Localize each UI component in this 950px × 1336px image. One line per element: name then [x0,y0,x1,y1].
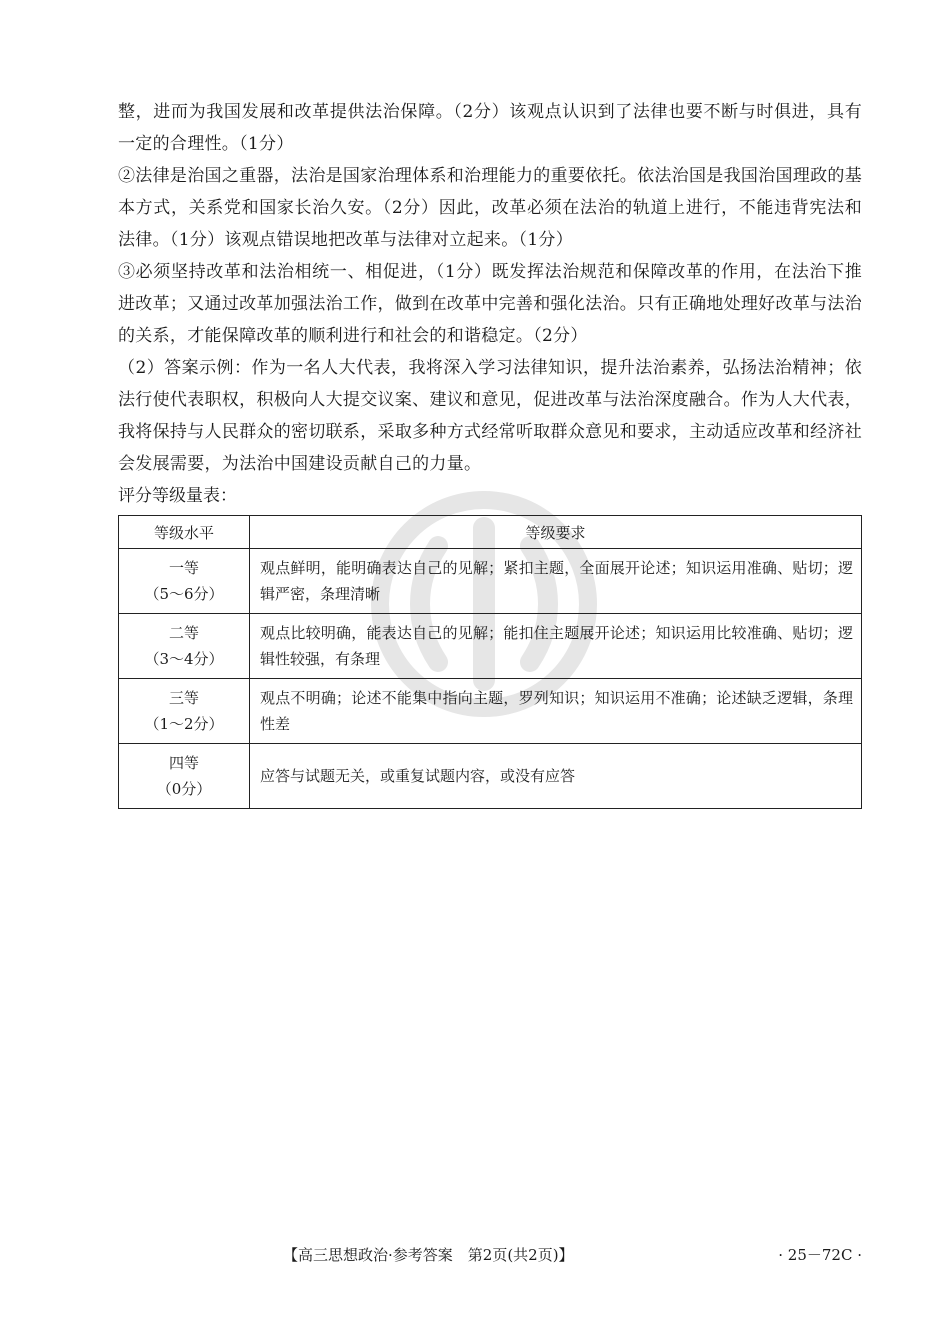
table-row [119,549,862,614]
level-name: 一等 [168,559,199,577]
paragraph-continuation: 整，进而为我国发展和改革提供法治保障。（2分）该观点认识到了法律也要不断与时俱进，具有一定的合理性。（1分） [118,102,862,154]
requirement-cell: 应答与试题无关，或重复试题内容，或没有应答 [250,744,862,809]
requirement-cell: 观点鲜明，能明确表达自己的见解；紧扣主题，全面展开论述；知识运用准确、贴切；逻辑严密，条理清晰 [250,549,862,614]
paragraph-point-2: ②法律是治国之重器，法治是国家治理体系和治理能力的重要依托。依法治国是我国治国理政的基本方式，关系党和国家长治久安。（2分）因此，改革必须在法治的轨道上进行，不能违背宪法和法律。（1分）该观点错误地把改革与法律对立起来。（1分） [118,166,862,250]
table-row [119,679,862,744]
grading-rubric-table [118,515,862,809]
requirement-cell: 观点比较明确，能表达自己的见解；能扣住主题展开论述；知识运用比较准确、贴切；逻辑性较强，有条理 [250,614,862,679]
table-caption: 评分等级量表： [118,486,237,506]
table-row [119,614,862,679]
header-level: 等级水平 [119,516,250,549]
level-score: （5～6分） [144,585,224,603]
table-header-row [119,516,862,549]
footer-title: 【高三思想政治·参考答案 第2页(共2页)】 [283,1246,574,1264]
paragraph-answer-example: （2）答案示例：作为一名人大代表，我将深入学习法律知识，提升法治素养，弘扬法治精神；依法行使代表职权，积极向人大提交议案、建议和意见，促进改革与法治深度融合。作为人大代表，我将保持与人民群众的密切联系，采取多种方式经常听取群众意见和要求，主动适应改革和经济社会发展需要，为法治中国建设贡献自己的力量。 [118,358,862,474]
level-name: 三等 [168,689,199,707]
level-score: （1～2分） [144,715,224,733]
requirement-cell: 观点不明确；论述不能集中指向主题，罗列知识；知识运用不准确；论述缺乏逻辑，条理性差 [250,679,862,744]
level-score: （0分） [156,780,212,798]
level-cell [119,744,250,809]
header-requirement: 等级要求 [250,516,862,549]
footer-code: · 25－72C · [778,1246,862,1264]
level-name: 四等 [168,754,199,772]
level-cell [119,549,250,614]
paragraph-point-3: ③必须坚持改革和法治相统一、相促进，（1分）既发挥法治规范和保障改革的作用，在法治下推进改革；又通过改革加强法治工作，做到在改革中完善和强化法治。只有正确地处理好改革与法治的关系，才能保障改革的顺利进行和社会的和谐稳定。（2分） [118,262,862,346]
table-row [119,744,862,809]
level-score: （3～4分） [144,650,224,668]
answer-content [118,96,862,809]
level-cell [119,679,250,744]
level-cell [119,614,250,679]
level-name: 二等 [168,624,199,642]
